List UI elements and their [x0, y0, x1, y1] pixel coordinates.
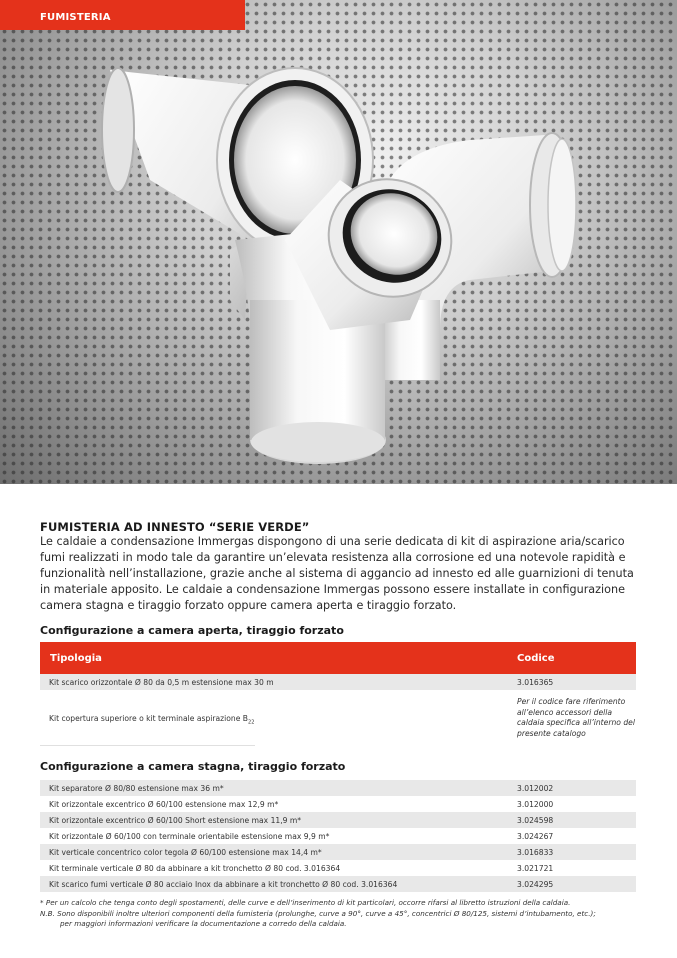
- row-type: Kit scarico fumi verticale Ø 80 acciaio Inox da abbinare a kit tronchetto Ø 80 cod. 3.016364: [49, 880, 398, 889]
- row-code: 3.021721: [517, 864, 554, 873]
- row-code: 3.016833: [517, 848, 554, 857]
- column-header-tipologia: Tipologia: [50, 653, 102, 664]
- row-divider: [40, 745, 255, 746]
- column-header-codice: Codice: [517, 653, 555, 664]
- sealed-config-heading: Configurazione a camera stagna, tiraggio forzato: [40, 760, 346, 773]
- row-code: 3.024295: [517, 880, 554, 889]
- table-row: [40, 860, 636, 876]
- section-tab: [0, 0, 245, 30]
- row-code: 3.016365: [517, 678, 554, 687]
- footnotes: [40, 898, 640, 930]
- open-config-heading: Configurazione a camera aperta, tiraggio forzato: [40, 624, 344, 637]
- table-row: [40, 876, 636, 892]
- table-row: [40, 780, 636, 796]
- table-row: [40, 674, 636, 690]
- row-type: Kit orizzontale excentrico Ø 60/100 estensione max 12,9 m*: [49, 800, 279, 809]
- row-type: Kit orizzontale Ø 60/100 con terminale orientabile estensione max 9,9 m*: [49, 832, 330, 841]
- table-row: [40, 796, 636, 812]
- row-type: Kit verticale concentrico color tegola Ø 60/100 estensione max 14,4 m*: [49, 848, 322, 857]
- table-row: [40, 692, 636, 746]
- section-label: FUMISTERIA: [40, 12, 111, 23]
- row-code: 3.012000: [517, 800, 554, 809]
- table-row: [40, 844, 636, 860]
- footnote-asterisk: * Per un calcolo che tenga conto degli spostamenti, delle curve e dell’inserimento di kit particolari, occorre rifarsi al libretto istruzioni della caldaia.: [40, 898, 571, 907]
- row-code: 3.012002: [517, 784, 554, 793]
- row-code: 3.024267: [517, 832, 554, 841]
- row-type: Kit orizzontale excentrico Ø 60/100 Short estensione max 11,9 m*: [49, 816, 302, 825]
- row-type-text: Kit copertura superiore o kit terminale aspirazione B: [49, 714, 249, 723]
- intro-title: FUMISTERIA AD INNESTO “SERIE VERDE”: [40, 520, 310, 534]
- footnote-nb-continued: per maggiori informazioni verificare la documentazione a corredo della caldaia.: [60, 919, 347, 928]
- row-type: Kit terminale verticale Ø 80 da abbinare a kit tronchetto Ø 80 cod. 3.016364: [49, 864, 341, 873]
- row-type-subscript: 22: [248, 719, 255, 726]
- row-type: Kit scarico orizzontale Ø 80 da 0,5 m estensione max 30 m: [49, 678, 274, 687]
- intro-body: Le caldaie a condensazione Immergas dispongono di una serie dedicata di kit di aspirazione aria/scarico fumi realizzati in modo tale da garantire un’elevata resistenza alla corrosione ed una notevole rapidità e funzionalità nell’installazione, grazie anche al sistema di aggancio ad innesto ed alle guarnizioni di tenuta in materiale apposito. Le caldaie a condensazione Immergas possono essere installate in configurazione camera stagna e tiraggio forzato oppure camera aperta e tiraggio forzato.: [40, 535, 634, 612]
- table-row: [40, 828, 636, 844]
- row-type: [49, 714, 254, 726]
- row-code: 3.024598: [517, 816, 554, 825]
- table-header: [40, 642, 636, 675]
- footnote-nb: N.B. Sono disponibili inoltre ulteriori componenti della fumisteria (prolunghe, curve a 90°, curve a 45°, concentrici Ø 80/125, sistemi d’intubamento, etc.);: [40, 908, 596, 918]
- row-code-note: Per il codice fare riferimento all’elenco accessori della caldaia specifica all’interno del presente catalogo: [517, 697, 635, 738]
- row-type: Kit separatore Ø 80/80 estensione max 36 m*: [49, 784, 224, 793]
- table-row: [40, 812, 636, 828]
